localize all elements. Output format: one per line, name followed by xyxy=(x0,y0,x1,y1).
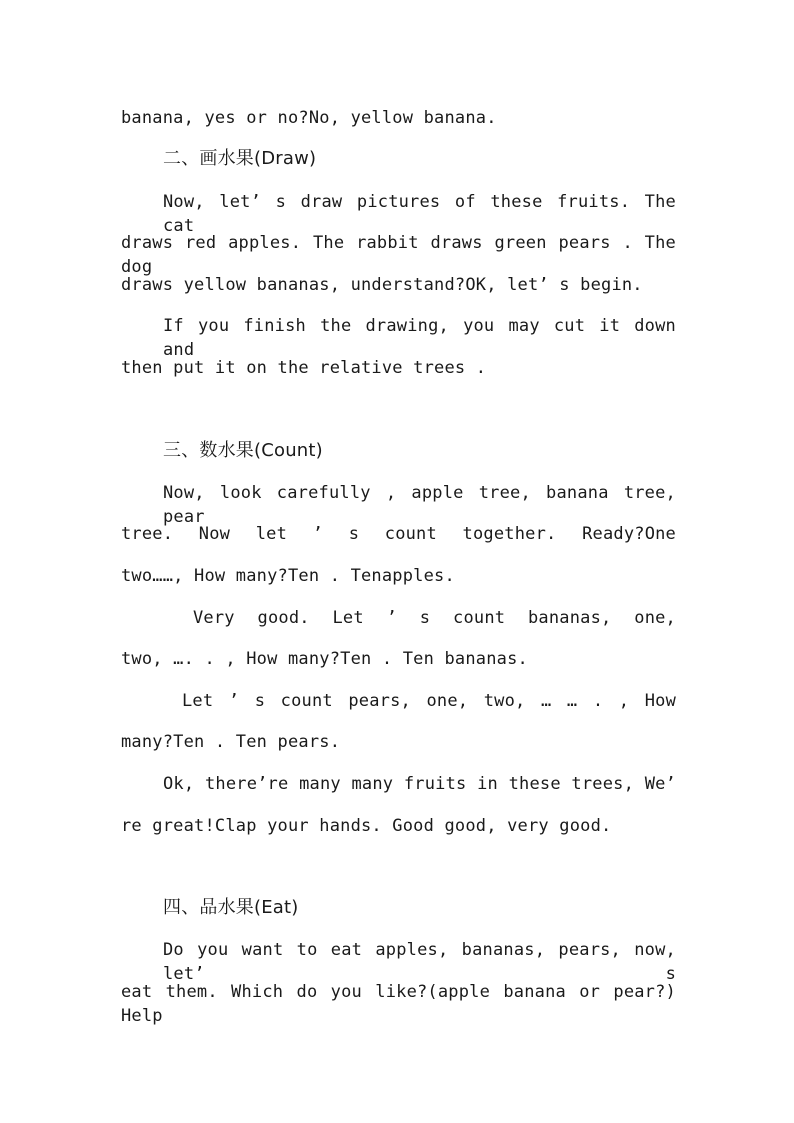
paragraph-line: If you finish the drawing, you may cut it down and xyxy=(163,316,676,360)
paragraph-line: draws red apples. The rabbit draws green pears . The dog xyxy=(121,233,676,277)
paragraph-line: Now, let’ s draw pictures of these fruits. The cat xyxy=(163,192,676,236)
paragraph-line: Now, look carefully , apple tree, banana tree, pear xyxy=(163,483,676,527)
paragraph-line: then put it on the relative trees . xyxy=(121,358,487,378)
paragraph-line: two……, How many?Ten . Tenapples. xyxy=(121,566,455,586)
paragraph-line: two, …. . , How many?Ten . Ten bananas. xyxy=(121,649,528,669)
paragraph-line: eat them. Which do you like?(apple banana or pear?) Help xyxy=(121,982,676,1026)
paragraph-line: many?Ten . Ten pears. xyxy=(121,732,341,752)
section-heading-count: 三、数水果(Count) xyxy=(163,440,323,461)
paragraph-line: Ok, there’re many many fruits in these trees, We’ xyxy=(163,774,676,794)
paragraph-line: Do you want to eat apples, bananas, pears, now, let’ s xyxy=(163,940,676,984)
section-heading-eat: 四、品水果(Eat) xyxy=(163,897,299,918)
paragraph-line: Let ’ s count pears, one, two, … … . , How xyxy=(182,691,676,711)
section-heading-draw: 二、画水果(Draw) xyxy=(163,148,317,169)
paragraph-line: re great!Clap your hands. Good good, very good. xyxy=(121,816,612,836)
paragraph-line: tree. Now let ’ s count together. Ready?One xyxy=(121,524,676,544)
paragraph-line: banana, yes or no?No, yellow banana. xyxy=(121,108,497,128)
paragraph-line: Very good. Let ’ s count bananas, one, xyxy=(193,608,676,628)
paragraph-line: draws yellow bananas, understand?OK, let’ s begin. xyxy=(121,275,643,295)
